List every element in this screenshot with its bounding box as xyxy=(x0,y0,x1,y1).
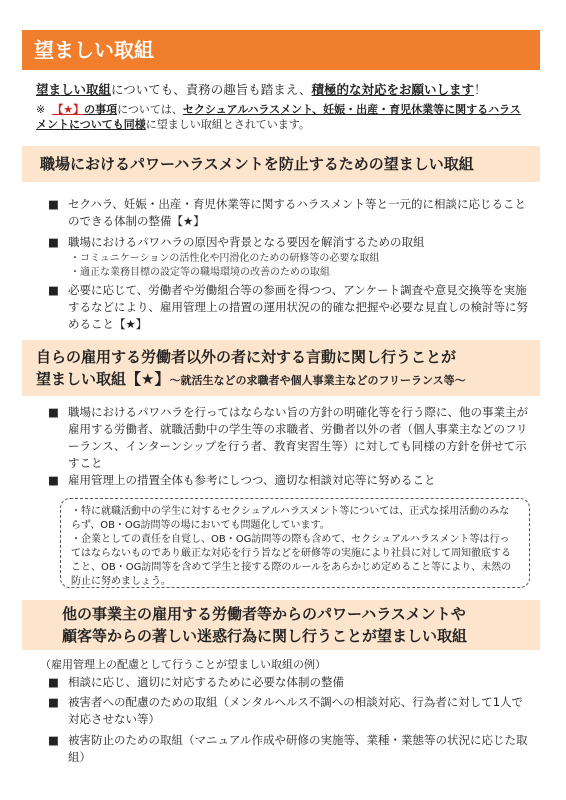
bullet-mark: ■ xyxy=(48,197,59,211)
list-item xyxy=(48,472,528,489)
section1-bullet-1: セクハラ、妊娠・出産・育児休業等に関するハラスメント等と一元的に相談に応じることのできる体制の整備【★】 xyxy=(68,197,527,228)
intro-emph-2: 積極的な対応をお願いします xyxy=(311,82,475,97)
list-item xyxy=(48,234,528,251)
note-plain-1: については、 xyxy=(117,103,183,116)
list-item xyxy=(48,282,528,333)
section1-sub-1: ・コミュニケーションの活性化や円滑化のための研修等の必要な取組 xyxy=(70,253,380,264)
section3-heading-line1: 他の事業主の雇用する労働者等からのパワーハラスメントや xyxy=(62,605,466,623)
section1-bullet-3: 必要に応じて、労働者や労働組合等の参画を得つつ、アンケート調査や意見交換等を実施するなどにより、雇用管理上の措置の運用状況の的確な把握や必要な見直しの検討等に努めること【★】 xyxy=(68,283,528,331)
page-title: 望ましい取組 xyxy=(22,30,540,70)
section2-heading-line1: 自らの雇用する労働者以外の者に対する言動に関し行うことが xyxy=(36,348,457,366)
section3-bullet-3: 被害防止のための取組（マニュアル作成や研修の実施等、業種・業態等の状況に応じた取組） xyxy=(68,733,528,764)
section3-heading-line2: 顧客等からの著しい迷惑行為に関し行うことが望ましい取組 xyxy=(62,627,468,645)
bullet-mark: ■ xyxy=(48,405,59,419)
intro-text xyxy=(36,80,487,98)
note-star: 【★】 xyxy=(52,103,85,116)
bullet-mark: ■ xyxy=(48,695,59,709)
section2-bullet-2: 雇用管理上の措置全体も参考にしつつ、適切な相談対応等に努めること xyxy=(68,473,436,487)
section3-heading xyxy=(22,600,540,650)
info-box-line-2: ・企業としての責任を自覚し、OB・OG訪問等の際も含めて、セクシュアルハラスメント等は行ってはならないものであり厳正な対応を行う旨などを研修等の実施により社員に対して周知徹底すること、OB・OG訪問等を含めて学生と接する際のルールをあらかじめ定めること等により、未然の防止に努めましょう。 xyxy=(71,534,512,587)
section1-sub-2: ・適正な業務目標の設定等の職場環境の改善のための取組 xyxy=(70,267,330,278)
bullet-mark: ■ xyxy=(48,473,59,487)
section3-bullet-1: 相談に応じ、適切に対応するために必要な体制の整備 xyxy=(68,675,344,689)
section2-heading-sub: ～就活生などの求職者や個人事業主などのフリーランス等～ xyxy=(169,374,466,387)
list-item xyxy=(48,732,528,766)
intro-plain-1: についても、責務の趣旨も踏まえ、 xyxy=(111,82,312,97)
note-plain-2: に望ましい取組とされています。 xyxy=(145,118,310,131)
bullet-mark: ■ xyxy=(48,283,59,297)
list-item xyxy=(48,196,528,230)
info-box-line-1: ・特に就職活動中の学生に対するセクシュアルハラスメント等については、正式な採用活動のみならず、OB・OG訪問等の場においても問題化しています。 xyxy=(71,506,510,531)
list-item xyxy=(48,674,528,691)
info-box xyxy=(60,498,530,588)
section2-heading xyxy=(22,340,540,396)
bullet-mark: ■ xyxy=(48,675,59,689)
note-emph: セクシュアルハラスメント、妊娠・出産・育児休業等に関するハラスメントについても同様 xyxy=(36,103,521,131)
list-item xyxy=(48,694,528,728)
section2-heading-main: 望ましい取組【★】 xyxy=(36,370,170,388)
note-item: の事項 xyxy=(84,103,118,116)
section2-heading-line2 xyxy=(36,368,540,392)
section2-bullet-1: 職場におけるパワハラを行ってはならない旨の方針の明確化等を行う際に、他の事業主が雇用する労働者、就職活動中の学生等の求職者、労働者以外の者（個人事業主などのフリーランス、インターンシップを行う者、教育実習生等）に対しても同様の方針を併せて示すこと xyxy=(68,405,528,470)
bullet-mark: ■ xyxy=(48,235,59,249)
intro-emph-1: 望ましい取組 xyxy=(36,82,112,97)
section3-bullet-2: 被害者への配慮のための取組（メンタルヘルス不調への相談対応、行為者に対して1人で対応させない等） xyxy=(68,695,524,726)
section1-bullet-2: 職場におけるパワハラの原因や背景となる要因を解消するための取組 xyxy=(68,235,425,249)
list-item xyxy=(48,404,528,472)
bullet-mark: ■ xyxy=(48,733,59,747)
section1-heading: 職場におけるパワーハラスメントを防止するための望ましい取組 xyxy=(22,146,540,182)
note-mark: ※ xyxy=(36,103,46,116)
intro-plain-2: ！ xyxy=(474,82,487,97)
section3-caption: （雇用管理上の配慮として行うことが望ましい取組の例） xyxy=(40,658,326,671)
note-text xyxy=(36,102,526,132)
